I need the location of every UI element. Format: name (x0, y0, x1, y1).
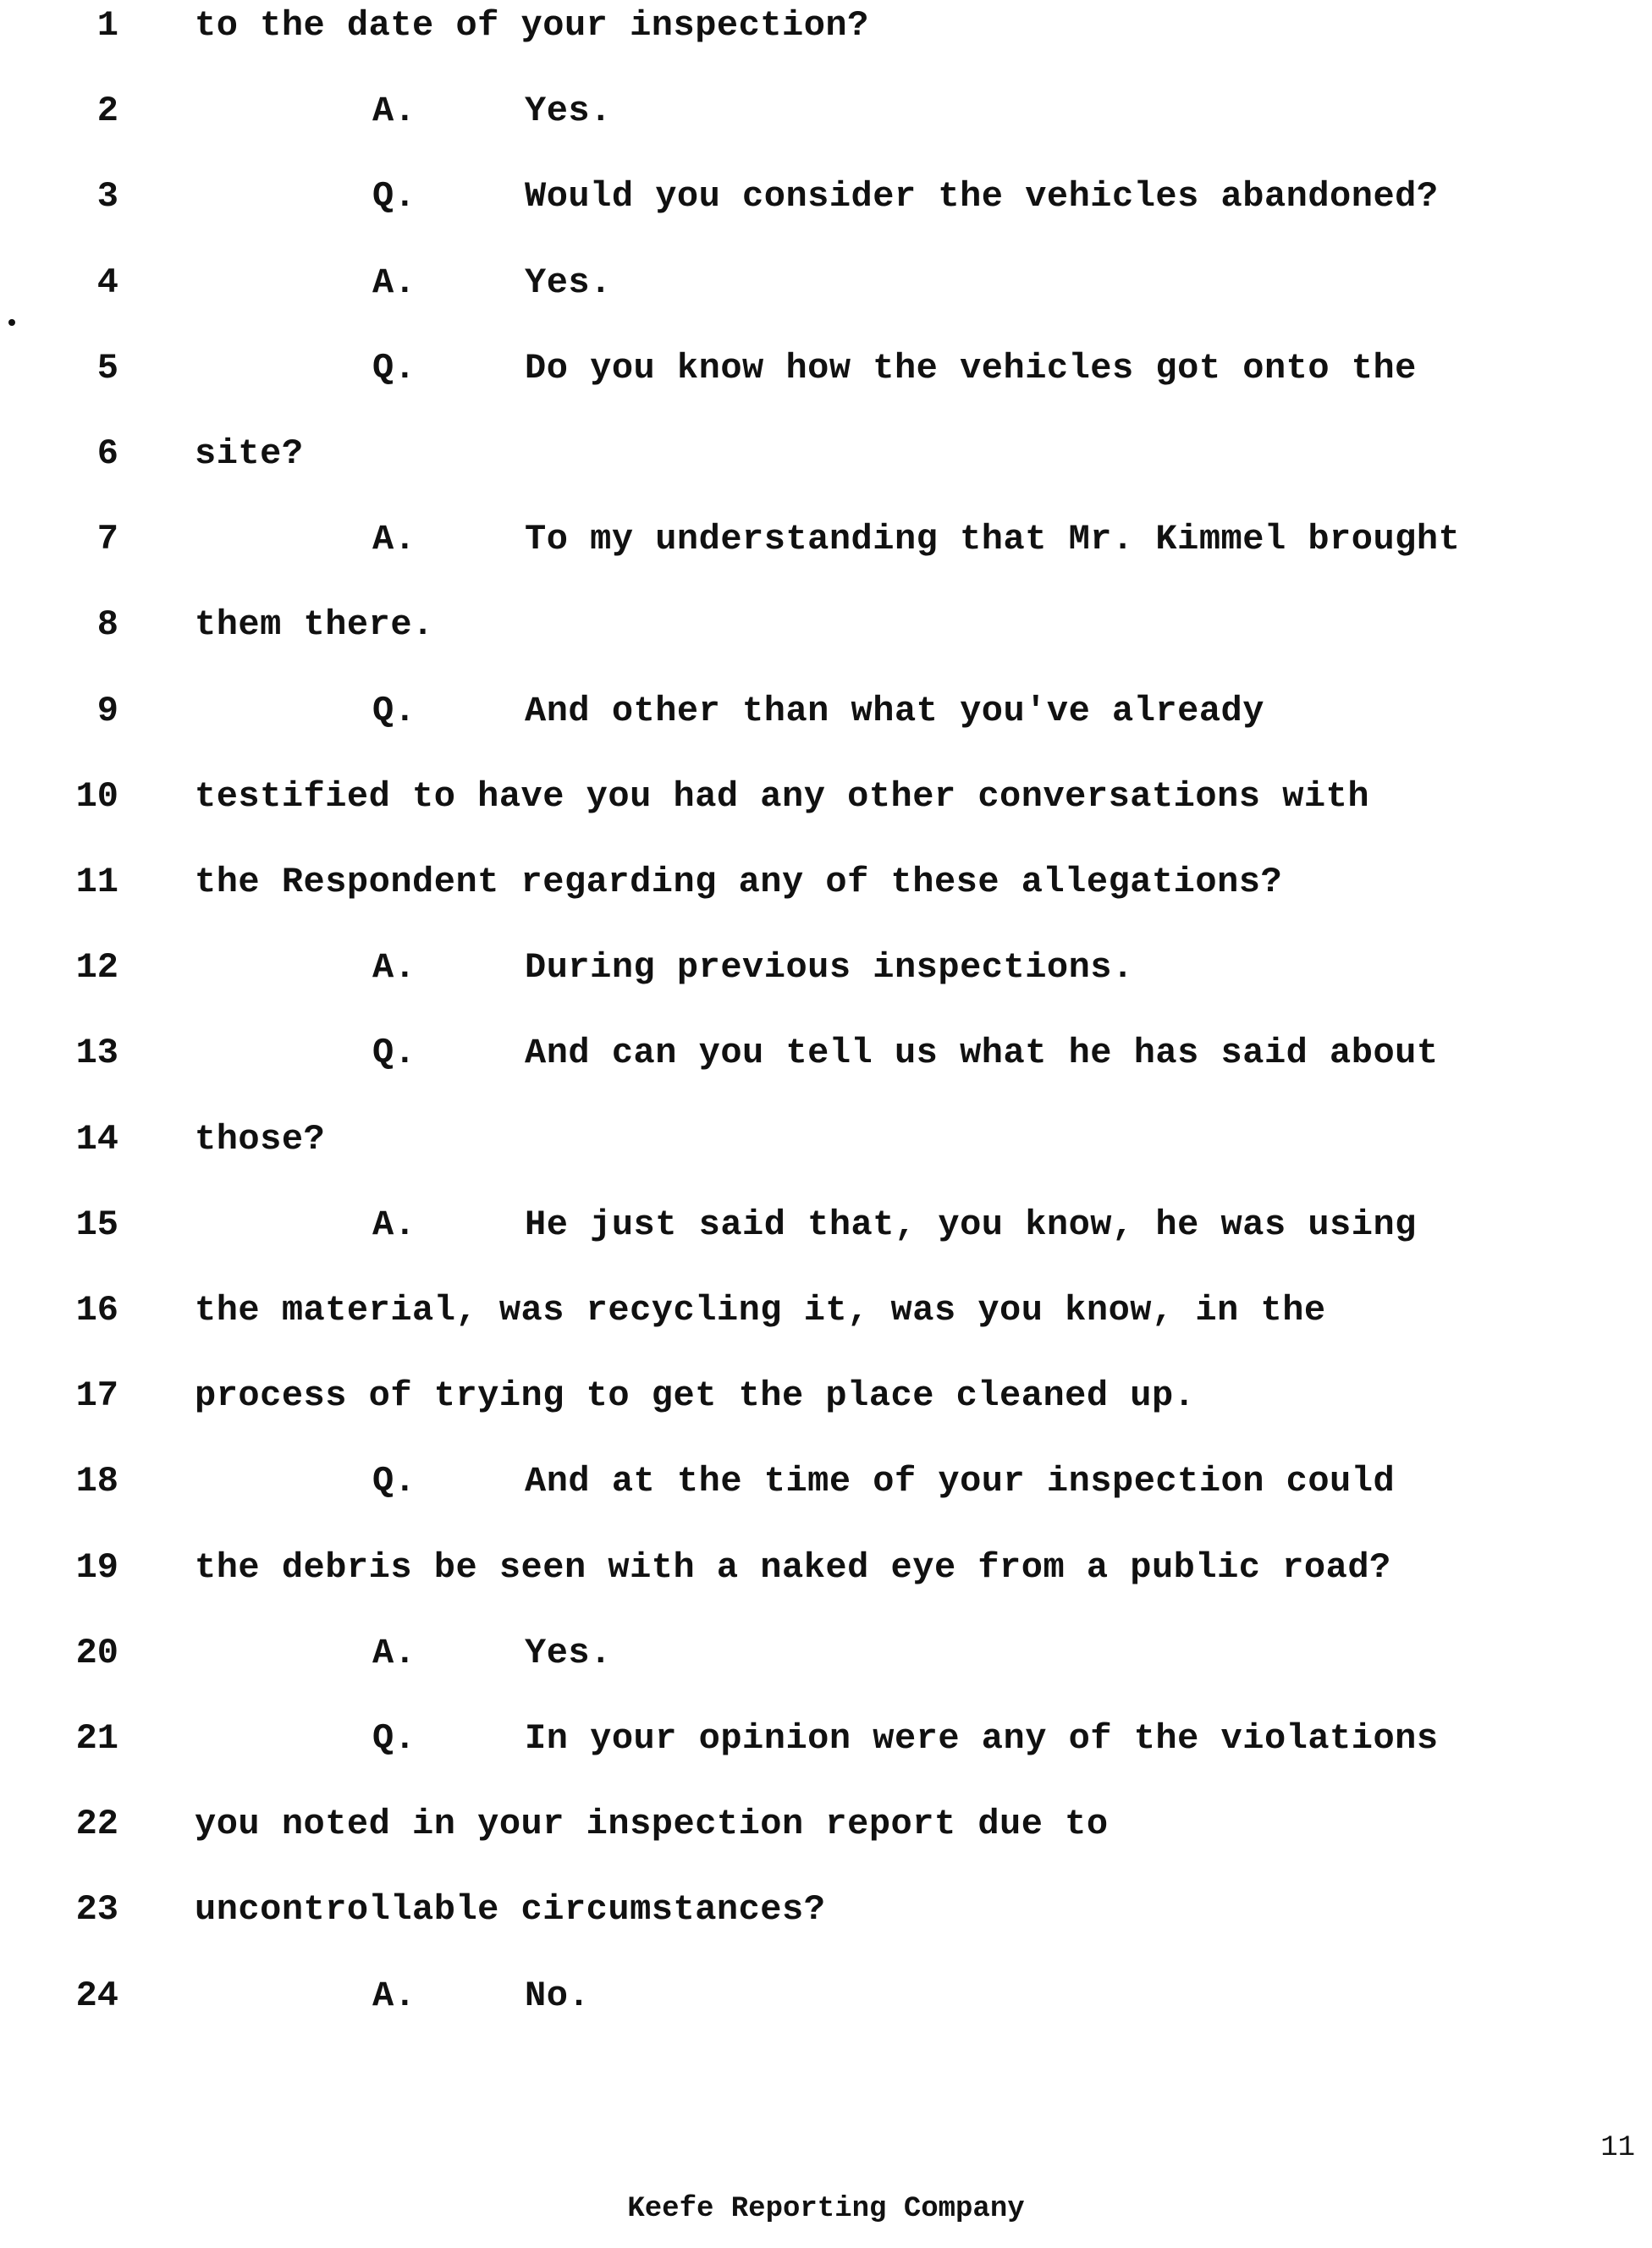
speaker-label: Q. (372, 1461, 416, 1502)
line-text (195, 599, 434, 650)
line-number: 14 (75, 1118, 118, 1160)
line-text (195, 0, 869, 51)
line-number: 4 (96, 262, 118, 303)
testimony-text: site? (195, 433, 304, 474)
transcript-line (0, 1713, 1652, 1799)
line-text (372, 85, 612, 136)
testimony-text: And at the time of your inspection could (525, 1461, 1396, 1502)
line-text (195, 1799, 1109, 1849)
line-text (372, 1456, 1395, 1507)
transcript-line (0, 1028, 1652, 1113)
line-text (195, 1114, 325, 1165)
transcript-line (0, 1199, 1652, 1285)
testimony-text: Yes. (525, 91, 612, 132)
transcript-line (0, 1884, 1652, 1970)
testimony-text: them there. (195, 604, 434, 646)
testimony-text: To my understanding that Mr. Kimmel brought (525, 519, 1461, 560)
transcript-line (0, 857, 1652, 942)
testimony-text: And other than what you've already (525, 690, 1264, 731)
line-number: 7 (96, 519, 118, 560)
speaker-label: A. (372, 1204, 416, 1245)
speaker-label: Q. (372, 347, 416, 388)
line-number: 10 (75, 775, 118, 817)
testimony-text: No. (525, 1975, 591, 2016)
transcript-line (0, 0, 1652, 85)
speaker-label: A. (372, 262, 416, 303)
testimony-text: to the date of your inspection? (195, 5, 869, 46)
line-text (372, 1199, 1417, 1250)
testimony-text: And can you tell us what he has said about (525, 1033, 1439, 1074)
transcript-line (0, 514, 1652, 599)
line-number: 6 (96, 433, 118, 474)
line-number: 18 (75, 1461, 118, 1502)
line-number: 1 (96, 5, 118, 46)
line-number: 15 (75, 1204, 118, 1245)
line-number: 20 (75, 1632, 118, 1673)
line-text (195, 771, 1369, 822)
testimony-text: He just said that, you know, he was using (525, 1204, 1417, 1245)
testimony-text: the debris be seen with a naked eye from a public road? (195, 1546, 1391, 1588)
transcript-line (0, 686, 1652, 771)
line-number: 16 (75, 1290, 118, 1331)
line-text (195, 1285, 1326, 1336)
speaker-label: Q. (372, 176, 416, 218)
line-text (372, 1028, 1439, 1078)
line-number: 11 (75, 862, 118, 902)
speaker-label: A. (372, 519, 416, 560)
line-text (372, 686, 1264, 736)
transcript-line (0, 1628, 1652, 1713)
testimony-text: the material, was recycling it, was you know, in the (195, 1290, 1326, 1331)
speaker-label: Q. (372, 690, 416, 731)
line-text (372, 514, 1460, 565)
line-text (195, 1884, 825, 1935)
testimony-text: the Respondent regarding any of these allegations? (195, 862, 1283, 902)
line-text (372, 257, 612, 308)
transcript-line (0, 1285, 1652, 1370)
line-number: 19 (75, 1546, 118, 1588)
transcript-line (0, 171, 1652, 256)
line-number: 23 (75, 1889, 118, 1931)
testimony-text: those? (195, 1118, 326, 1160)
transcript-line (0, 85, 1652, 171)
page-number: 11 (1600, 2132, 1635, 2164)
testimony-text: testified to have you had any other conversations with (195, 775, 1370, 817)
transcript-line (0, 1114, 1652, 1199)
speaker-label: A. (372, 1632, 416, 1673)
speaker-label: A. (372, 947, 416, 989)
line-text (372, 942, 1134, 993)
transcript-line (0, 1542, 1652, 1628)
footer-reporter-name: Keefe Reporting Company (627, 2193, 1025, 2225)
testimony-text: In your opinion were any of the violations (525, 1718, 1439, 1759)
transcript-line (0, 1970, 1652, 2056)
line-number: 3 (96, 176, 118, 218)
transcript-line (0, 771, 1652, 857)
stray-ink-mark (8, 319, 15, 326)
testimony-text: uncontrollable circumstances? (195, 1889, 826, 1931)
speaker-label: A. (372, 91, 416, 132)
line-number: 22 (75, 1804, 118, 1845)
line-number: 13 (75, 1033, 118, 1074)
line-text (372, 171, 1439, 222)
line-number: 8 (96, 604, 118, 646)
transcript-line (0, 599, 1652, 685)
transcript-line (0, 1799, 1652, 1884)
testimony-text: During previous inspections. (525, 947, 1134, 989)
line-text (372, 1713, 1439, 1764)
transcript-line (0, 1370, 1652, 1456)
transcript-line (0, 257, 1652, 343)
line-number: 5 (96, 347, 118, 388)
speaker-label: A. (372, 1975, 416, 2016)
testimony-text: process of trying to get the place cleaned up. (195, 1375, 1196, 1417)
testimony-text: you noted in your inspection report due to (195, 1804, 1109, 1845)
line-number: 24 (75, 1975, 118, 2016)
line-text (195, 1370, 1195, 1421)
transcript-line (0, 428, 1652, 514)
line-text (195, 1542, 1391, 1593)
line-text (372, 1970, 590, 2021)
testimony-text: Yes. (525, 262, 612, 303)
speaker-label: Q. (372, 1718, 416, 1759)
transcript-line (0, 343, 1652, 428)
line-text (195, 857, 1282, 907)
testimony-text: Would you consider the vehicles abandoned? (525, 176, 1439, 218)
testimony-text: Do you know how the vehicles got onto the (525, 347, 1417, 388)
line-number: 2 (96, 91, 118, 132)
line-text (372, 1628, 612, 1678)
transcript-line (0, 1456, 1652, 1541)
line-text (372, 343, 1417, 394)
line-number: 17 (75, 1375, 118, 1417)
line-number: 21 (75, 1718, 118, 1759)
line-number: 12 (75, 947, 118, 989)
line-text (195, 428, 304, 479)
testimony-text: Yes. (525, 1632, 612, 1673)
line-number: 9 (96, 690, 118, 731)
transcript-line (0, 942, 1652, 1028)
speaker-label: Q. (372, 1033, 416, 1074)
